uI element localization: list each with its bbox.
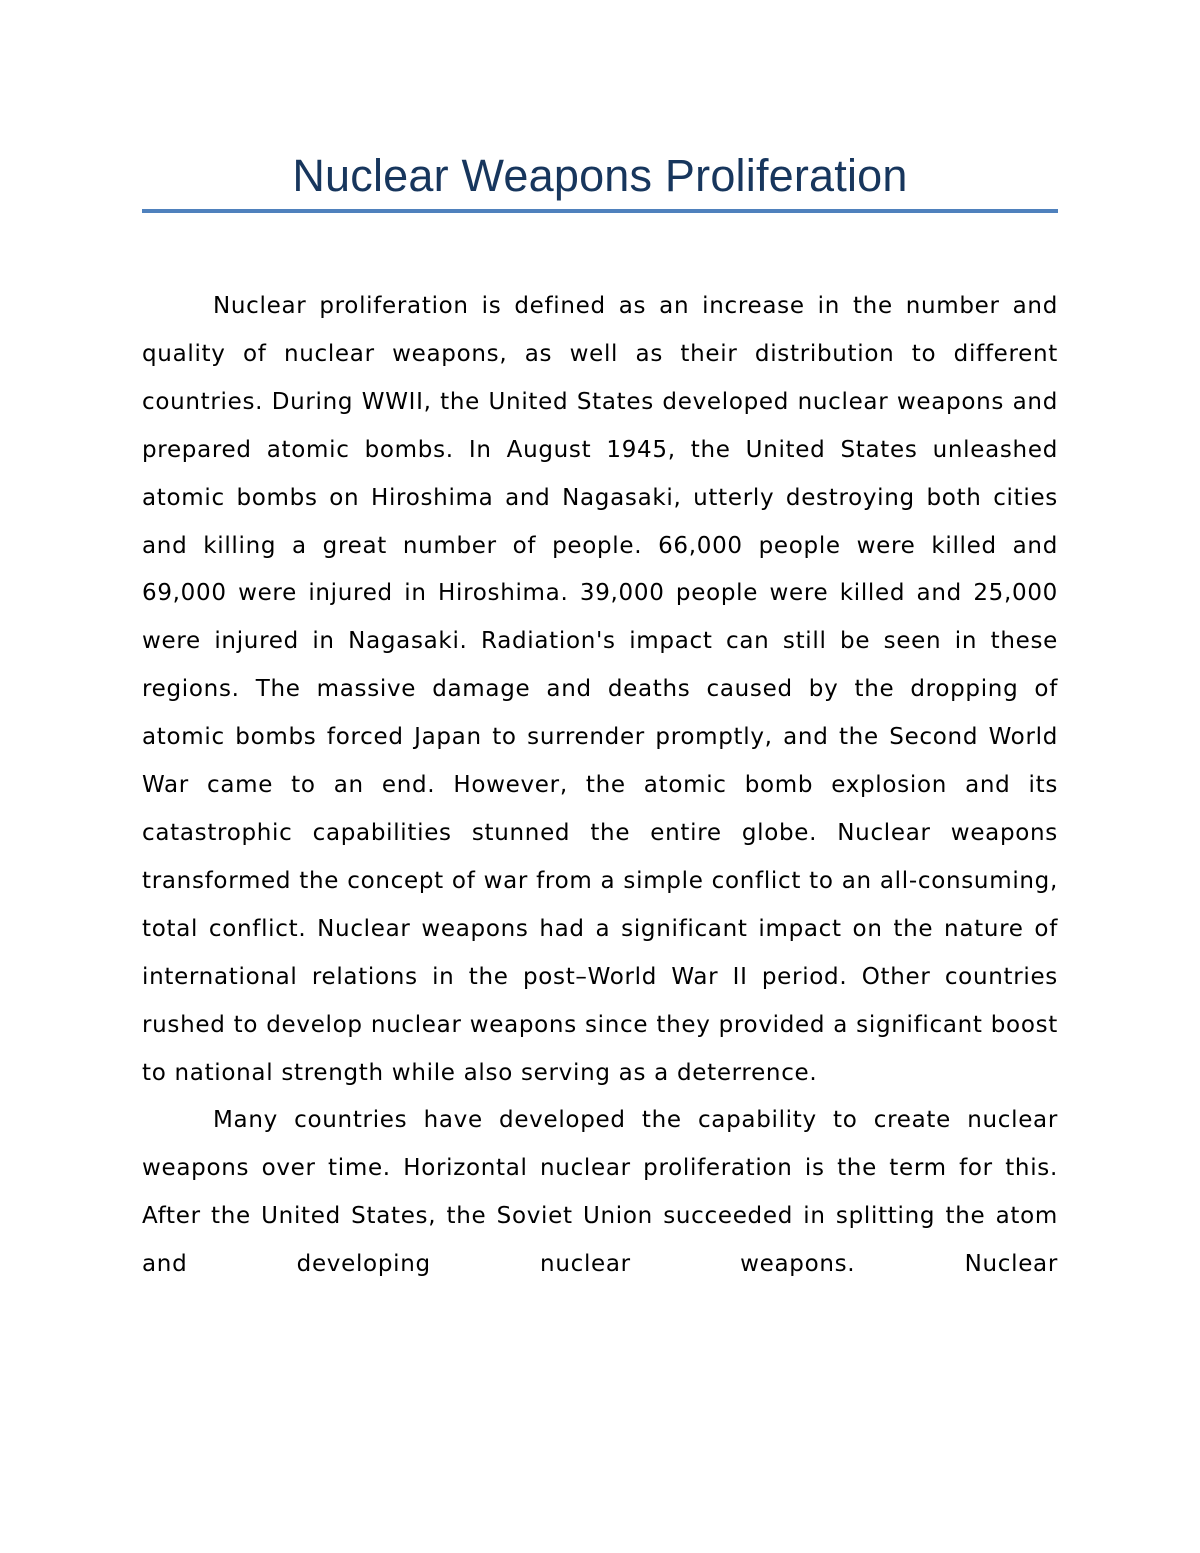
paragraph-1: Nuclear proliferation is defined as an increase in the number and quality of nuclear weapons, as well as their distribution to different countries. During WWII, the United States developed nuclear weapons and prepared atomic bombs. In August 1945, the United States unleashed atomic bombs on Hiroshima and Nagasaki, utterly destroying both cities and killing a great number of people. 66,000 people were killed and 69,000 were injured in Hiroshima. 39,000 people were killed and 25,000 were injured in Nagasaki. Radiation's impact can still be seen in these regions. The massive damage and deaths caused by the dropping of atomic bombs forced Japan to surrender promptly, and the Second World War came to an end. However, the atomic bomb explosion and its catastrophic capabilities stunned the entire globe. Nuclear weapons transformed the concept of war from a simple conflict to an all-consuming, total conflict. Nuclear weapons had a significant impact on the nature of international relations in the post–World War II period. Other countries rushed to develop nuclear weapons since they provided a significant boost to national strength while also serving as a deterrence. bbox=[142, 293, 1058, 1086]
document-body bbox=[142, 283, 1058, 1289]
paragraph-2: Many countries have developed the capability to create nuclear weapons over time. Horizontal nuclear proliferation is the term for this. After the United States, the Soviet Union succeeded in splitting the atom and developing nuclear weapons. Nuclear bbox=[142, 1107, 1058, 1278]
document-title: Nuclear Weapons Proliferation bbox=[292, 150, 908, 201]
title-underline bbox=[142, 209, 1058, 213]
